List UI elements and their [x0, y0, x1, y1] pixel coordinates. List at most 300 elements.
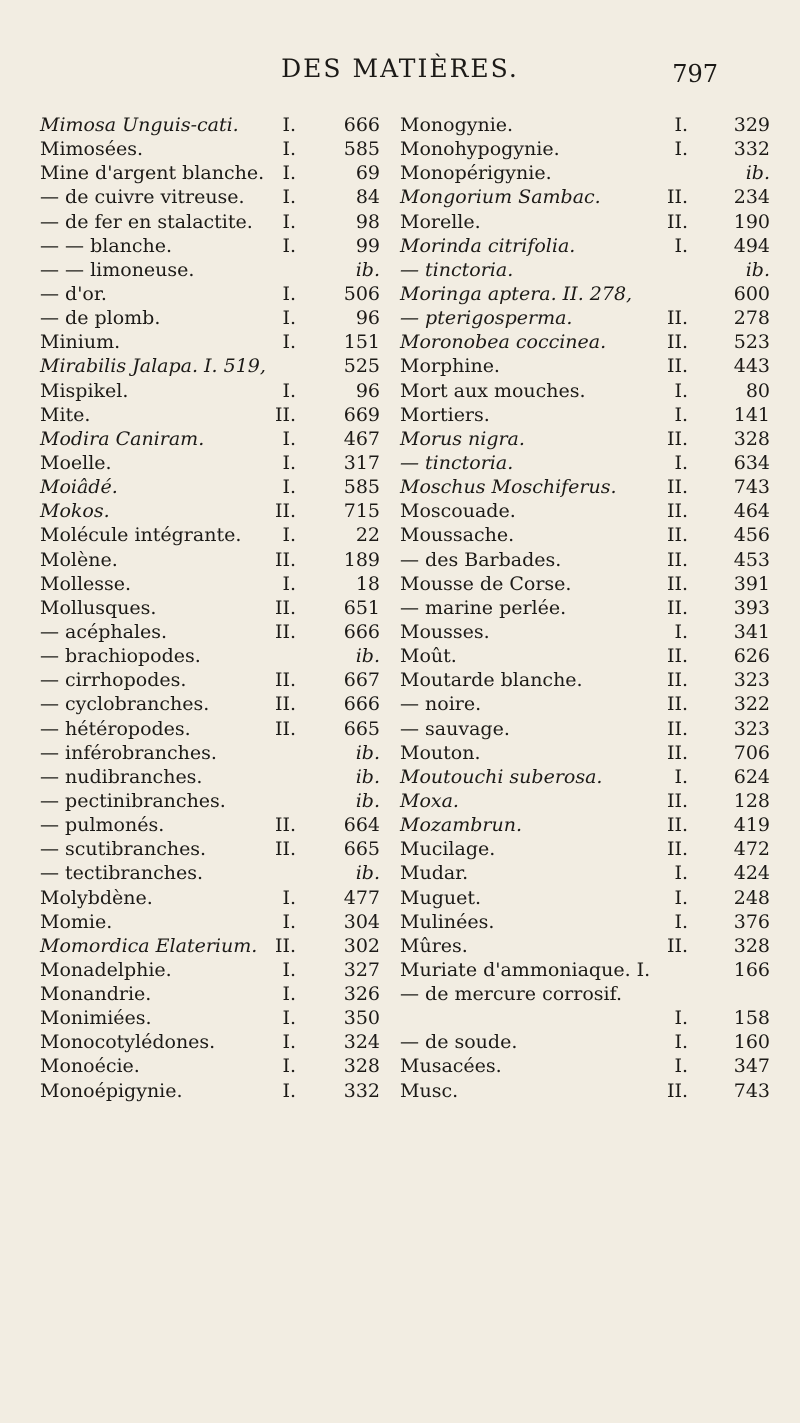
entry-page: 665 — [343, 838, 380, 861]
entry-volume: II. — [666, 548, 688, 571]
entry-page: ib. — [745, 258, 770, 281]
index-entry — [400, 475, 770, 499]
entry-page: 278 — [733, 307, 770, 330]
page-number: 797 — [672, 60, 718, 88]
index-entry — [40, 113, 380, 137]
index-entry — [400, 1030, 770, 1054]
entry-volume: II. — [666, 814, 688, 837]
entry-term: Morelle. — [400, 210, 481, 233]
entry-volume: II. — [666, 427, 688, 450]
index-entry — [40, 451, 380, 475]
entry-volume: II. — [666, 669, 688, 692]
entry-term: Musacées. — [400, 1055, 502, 1078]
entry-page: 98 — [355, 210, 380, 233]
entry-volume: I. — [282, 476, 296, 499]
entry-term: — de plomb. — [40, 307, 161, 330]
entry-volume: I. — [674, 451, 688, 474]
entry-volume: II. — [274, 403, 296, 426]
entry-page: 328 — [343, 1055, 380, 1078]
entry-volume: I. — [282, 331, 296, 354]
entry-page: 96 — [355, 379, 380, 402]
entry-volume: I. — [282, 162, 296, 185]
index-entry — [400, 668, 770, 692]
entry-term: Mortiers. — [400, 403, 490, 426]
entry-page: 326 — [343, 983, 380, 1006]
entry-term: — tinctoria. — [400, 258, 514, 281]
entry-term: — cyclobranches. — [40, 693, 210, 716]
index-entry — [400, 620, 770, 644]
entry-volume: I. — [282, 186, 296, 209]
entry-page: 99 — [355, 234, 380, 257]
index-entry — [400, 692, 770, 716]
entry-page: 22 — [355, 524, 380, 547]
entry-term: Monandrie. — [40, 983, 152, 1006]
entry-volume: II. — [274, 620, 296, 643]
entry-page: 322 — [733, 693, 770, 716]
entry-volume: I. — [674, 765, 688, 788]
entry-volume: II. — [274, 717, 296, 740]
index-entry — [400, 813, 770, 837]
index-entry — [400, 451, 770, 475]
entry-volume: I. — [282, 451, 296, 474]
entry-page: 424 — [733, 862, 770, 885]
entry-volume: I. — [674, 1007, 688, 1030]
entry-volume: I. — [282, 1031, 296, 1054]
entry-volume: II. — [274, 814, 296, 837]
entry-volume: I. — [674, 1055, 688, 1078]
entry-term: — nudibranches. — [40, 765, 203, 788]
entry-term: Morinda citrifolia. — [400, 234, 576, 257]
entry-page: 585 — [343, 476, 380, 499]
entry-volume: I. — [282, 910, 296, 933]
entry-volume: II. — [666, 307, 688, 330]
index-entry — [400, 330, 770, 354]
entry-volume: I. — [282, 307, 296, 330]
index-entry — [400, 789, 770, 813]
entry-volume: I. — [674, 234, 688, 257]
entry-page: 317 — [343, 451, 380, 474]
entry-term: Mûres. — [400, 934, 468, 957]
index-entry — [40, 330, 380, 354]
index-entry — [40, 475, 380, 499]
entry-page: 523 — [733, 331, 770, 354]
entry-term: — inférobranches. — [40, 741, 217, 764]
entry-term: Mozambrun. — [400, 814, 523, 837]
entry-page: 151 — [343, 331, 380, 354]
entry-page: 600 — [733, 282, 770, 305]
entry-volume: I. — [674, 1031, 688, 1054]
entry-page: 477 — [343, 886, 380, 909]
entry-term: — — limoneuse. — [40, 258, 195, 281]
index-entry — [40, 185, 380, 209]
index-entry — [400, 258, 770, 282]
entry-term: Monogynie. — [400, 114, 514, 136]
index-entry — [400, 210, 770, 234]
entry-page: 141 — [733, 403, 770, 426]
entry-page: 743 — [733, 1079, 770, 1102]
entry-page: 666 — [343, 693, 380, 716]
entry-volume: I. — [282, 1055, 296, 1078]
entry-page: 666 — [343, 114, 380, 136]
entry-volume: II. — [666, 500, 688, 523]
entry-volume: II. — [666, 741, 688, 764]
entry-term: Moxa. — [400, 789, 459, 812]
entry-term: Moelle. — [40, 451, 112, 474]
entry-page: ib. — [355, 258, 380, 281]
entry-volume: I. — [282, 1007, 296, 1030]
entry-volume: I. — [674, 910, 688, 933]
entry-term: Mokos. — [40, 500, 110, 523]
entry-term: — tinctoria. — [400, 451, 514, 474]
index-entry — [400, 910, 770, 934]
entry-volume: II. — [666, 717, 688, 740]
index-entry — [40, 789, 380, 813]
entry-term: Mollesse. — [40, 572, 132, 595]
entry-term: Moutarde blanche. — [400, 669, 583, 692]
index-entry — [400, 886, 770, 910]
index-entry — [40, 813, 380, 837]
entry-page: 84 — [355, 186, 380, 209]
entry-page: 706 — [733, 741, 770, 764]
index-entry — [40, 282, 380, 306]
entry-page: ib. — [355, 862, 380, 885]
entry-volume: I. — [674, 138, 688, 161]
entry-page: 585 — [343, 138, 380, 161]
entry-term: — — blanche. — [40, 234, 173, 257]
index-entry — [400, 717, 770, 741]
entry-term: Mongorium Sambac. — [400, 186, 601, 209]
entry-page: 651 — [343, 596, 380, 619]
entry-term: — marine perlée. — [400, 596, 567, 619]
entry-volume: I. — [282, 958, 296, 981]
index-entry — [400, 958, 770, 982]
index-entry — [40, 692, 380, 716]
entry-term: Moringa aptera. II. 278, — [400, 282, 633, 305]
entry-page: 80 — [745, 379, 770, 402]
index-entry — [40, 1006, 380, 1030]
entry-term: Monadelphie. — [40, 958, 172, 981]
entry-term: — pectinibranches. — [40, 789, 226, 812]
entry-term: — pterigosperma. — [400, 307, 573, 330]
entry-volume: I. — [674, 379, 688, 402]
entry-term: Monocotylédones. — [40, 1031, 216, 1054]
index-entry — [400, 1006, 770, 1030]
index-column-left — [40, 113, 380, 1103]
entry-page: 666 — [343, 620, 380, 643]
entry-volume: II. — [274, 838, 296, 861]
entry-volume: II. — [666, 476, 688, 499]
entry-volume: II. — [666, 210, 688, 233]
entry-term: Mucilage. — [400, 838, 496, 861]
entry-term: Moût. — [400, 645, 457, 668]
entry-term: Moiâdé. — [40, 476, 118, 499]
entry-term: Moschus Moschiferus. — [400, 476, 617, 499]
index-entry — [40, 306, 380, 330]
index-entry — [40, 1079, 380, 1103]
entry-volume: II. — [666, 596, 688, 619]
index-entry — [40, 548, 380, 572]
entry-term: Muguet. — [400, 886, 482, 909]
entry-page: 665 — [343, 717, 380, 740]
index-entry — [40, 210, 380, 234]
entry-term: Momordica Elaterium. — [40, 934, 258, 957]
entry-page: 234 — [733, 186, 770, 209]
entry-volume: II. — [666, 838, 688, 861]
entry-page: ib. — [355, 789, 380, 812]
index-entry — [40, 741, 380, 765]
entry-page: 302 — [343, 934, 380, 957]
entry-volume: II. — [274, 934, 296, 957]
index-entry — [40, 861, 380, 885]
index-entry — [400, 234, 770, 258]
index-entry — [400, 765, 770, 789]
index-entry — [40, 403, 380, 427]
entry-page: 453 — [733, 548, 770, 571]
entry-term: Mollusques. — [40, 596, 157, 619]
index-entry — [400, 548, 770, 572]
entry-term: Moussache. — [400, 524, 515, 547]
entry-term: Moutouchi suberosa. — [400, 765, 603, 788]
entry-term: — de fer en stalactite. — [40, 210, 253, 233]
entry-term: Morus nigra. — [400, 427, 525, 450]
entry-page: 494 — [733, 234, 770, 257]
entry-volume: I. — [282, 572, 296, 595]
index-entry — [400, 644, 770, 668]
entry-page: 166 — [733, 958, 770, 981]
entry-volume: I. — [674, 114, 688, 136]
entry-term: Mirabilis Jalapa. I. 519, — [40, 355, 266, 378]
entry-page: 525 — [343, 355, 380, 378]
entry-term: — acéphales. — [40, 620, 168, 643]
index-entry — [400, 403, 770, 427]
entry-page: 248 — [733, 886, 770, 909]
entry-volume: I. — [674, 886, 688, 909]
index-entry — [40, 1054, 380, 1078]
index-entry — [400, 282, 770, 306]
entry-term: — brachiopodes. — [40, 645, 201, 668]
index-column-right — [400, 113, 770, 1103]
entry-page: 393 — [733, 596, 770, 619]
entry-term: Mudar. — [400, 862, 469, 885]
entry-page: 667 — [343, 669, 380, 692]
entry-term: Monimiées. — [40, 1007, 152, 1030]
entry-page: 669 — [343, 403, 380, 426]
index-entry — [400, 354, 770, 378]
entry-term: Moronobea coccinea. — [400, 331, 607, 354]
entry-term: Molybdène. — [40, 886, 153, 909]
index-entry — [40, 137, 380, 161]
entry-volume: I. — [282, 983, 296, 1006]
entry-page: 328 — [733, 934, 770, 957]
entry-page: 743 — [733, 476, 770, 499]
entry-page: ib. — [355, 765, 380, 788]
index-entry — [40, 499, 380, 523]
index-entry — [40, 717, 380, 741]
entry-page: 328 — [733, 427, 770, 450]
entry-page: 69 — [355, 162, 380, 185]
entry-volume: II. — [274, 669, 296, 692]
entry-term: — noire. — [400, 693, 482, 716]
entry-page: 304 — [343, 910, 380, 933]
entry-volume: I. — [674, 620, 688, 643]
entry-page: 329 — [733, 114, 770, 136]
entry-term: Monopérigynie. — [400, 162, 552, 185]
entry-volume: I. — [282, 886, 296, 909]
entry-page: 128 — [733, 789, 770, 812]
entry-page: 391 — [733, 572, 770, 595]
entry-volume: II. — [666, 186, 688, 209]
entry-term: Monoécie. — [40, 1055, 140, 1078]
entry-page: 467 — [343, 427, 380, 450]
index-entry — [400, 1054, 770, 1078]
entry-page: 506 — [343, 282, 380, 305]
entry-page: 350 — [343, 1007, 380, 1030]
index-entry — [400, 499, 770, 523]
entry-term: Moscouade. — [400, 500, 516, 523]
entry-page: 715 — [343, 500, 380, 523]
entry-page: 327 — [343, 958, 380, 981]
index-entry — [40, 379, 380, 403]
index-entry — [40, 982, 380, 1006]
entry-term: — de mercure corrosif. — [400, 983, 622, 1006]
index-entry — [40, 258, 380, 282]
entry-volume: II. — [666, 524, 688, 547]
index-entry — [40, 161, 380, 185]
index-entry — [400, 427, 770, 451]
entry-page: 626 — [733, 645, 770, 668]
entry-term: — sauvage. — [400, 717, 510, 740]
entry-term: Mulinées. — [400, 910, 495, 933]
index-entry — [40, 523, 380, 547]
entry-term: Minium. — [40, 331, 121, 354]
index-entry — [40, 910, 380, 934]
entry-term: — de cuivre vitreuse. — [40, 186, 245, 209]
entry-volume: II. — [666, 693, 688, 716]
entry-page: 18 — [355, 572, 380, 595]
entry-page: ib. — [745, 162, 770, 185]
entry-page: 323 — [733, 669, 770, 692]
entry-term: Morphine. — [400, 355, 500, 378]
entry-term: Molène. — [40, 548, 118, 571]
index-entry — [400, 861, 770, 885]
entry-page: ib. — [355, 645, 380, 668]
index-entry — [400, 113, 770, 137]
entry-volume: I. — [282, 379, 296, 402]
entry-page: 634 — [733, 451, 770, 474]
entry-term: — cirrhopodes. — [40, 669, 187, 692]
entry-page: 347 — [733, 1055, 770, 1078]
page-header — [0, 54, 800, 94]
index-entry — [400, 596, 770, 620]
index-entry — [40, 765, 380, 789]
entry-volume: I. — [282, 138, 296, 161]
entry-term: Mine d'argent blanche. — [40, 162, 265, 185]
index-entry — [40, 596, 380, 620]
index-entry — [400, 934, 770, 958]
entry-term: Mousses. — [400, 620, 490, 643]
entry-page: 624 — [733, 765, 770, 788]
entry-volume: II. — [274, 693, 296, 716]
entry-term: Mite. — [40, 403, 91, 426]
entry-page: 664 — [343, 814, 380, 837]
entry-term: Mimosées. — [40, 138, 144, 161]
entry-term: — pulmonés. — [40, 814, 165, 837]
entry-term: — hétéropodes. — [40, 717, 191, 740]
entry-term: Mort aux mouches. — [400, 379, 586, 402]
entry-page: 332 — [733, 138, 770, 161]
index-entry — [400, 572, 770, 596]
entry-volume: II. — [666, 331, 688, 354]
entry-volume: II. — [666, 645, 688, 668]
entry-volume: I. — [674, 862, 688, 885]
entry-page: 443 — [733, 355, 770, 378]
entry-page: 158 — [733, 1007, 770, 1030]
entry-page: 376 — [733, 910, 770, 933]
entry-term: — d'or. — [40, 282, 107, 305]
entry-page: 332 — [343, 1079, 380, 1102]
entry-volume: I. — [282, 427, 296, 450]
entry-page: 96 — [355, 307, 380, 330]
entry-term: — tectibranches. — [40, 862, 203, 885]
entry-term: Mousse de Corse. — [400, 572, 572, 595]
index-entry — [40, 958, 380, 982]
entry-volume: I. — [282, 1079, 296, 1102]
entry-term: Momie. — [40, 910, 113, 933]
index-entry — [40, 234, 380, 258]
entry-page: 464 — [733, 500, 770, 523]
entry-page: ib. — [355, 741, 380, 764]
index-entry — [400, 741, 770, 765]
entry-term: Muriate d'ammoniaque. I. — [400, 958, 651, 981]
index-entry — [400, 982, 770, 1006]
index-entry — [400, 185, 770, 209]
entry-page: 323 — [733, 717, 770, 740]
entry-volume: I. — [282, 114, 296, 136]
entry-volume: II. — [666, 355, 688, 378]
entry-volume: II. — [666, 1079, 688, 1102]
index-entry — [40, 1030, 380, 1054]
running-title: DES MATIÈRES. — [281, 54, 519, 83]
entry-page: 324 — [343, 1031, 380, 1054]
entry-term: Monohypogynie. — [400, 138, 560, 161]
entry-term: Musc. — [400, 1079, 459, 1102]
entry-page: 472 — [733, 838, 770, 861]
index-entry — [40, 572, 380, 596]
index-entry — [40, 668, 380, 692]
entry-volume: I. — [674, 403, 688, 426]
entry-page: 419 — [733, 814, 770, 837]
index-entry — [400, 379, 770, 403]
entry-volume: II. — [666, 572, 688, 595]
entry-volume: I. — [282, 524, 296, 547]
index-entry — [400, 137, 770, 161]
index-entry — [40, 886, 380, 910]
index-entry — [40, 837, 380, 861]
entry-volume: II. — [666, 789, 688, 812]
index-entry — [400, 523, 770, 547]
entry-page: 341 — [733, 620, 770, 643]
index-entry — [40, 934, 380, 958]
entry-term: Molécule intégrante. — [40, 524, 242, 547]
entry-volume: II. — [274, 596, 296, 619]
entry-page: 190 — [733, 210, 770, 233]
entry-volume: II. — [274, 500, 296, 523]
entry-volume: I. — [282, 282, 296, 305]
index-entry — [400, 161, 770, 185]
entry-term: Mouton. — [400, 741, 481, 764]
entry-volume: II. — [274, 548, 296, 571]
entry-page: 189 — [343, 548, 380, 571]
